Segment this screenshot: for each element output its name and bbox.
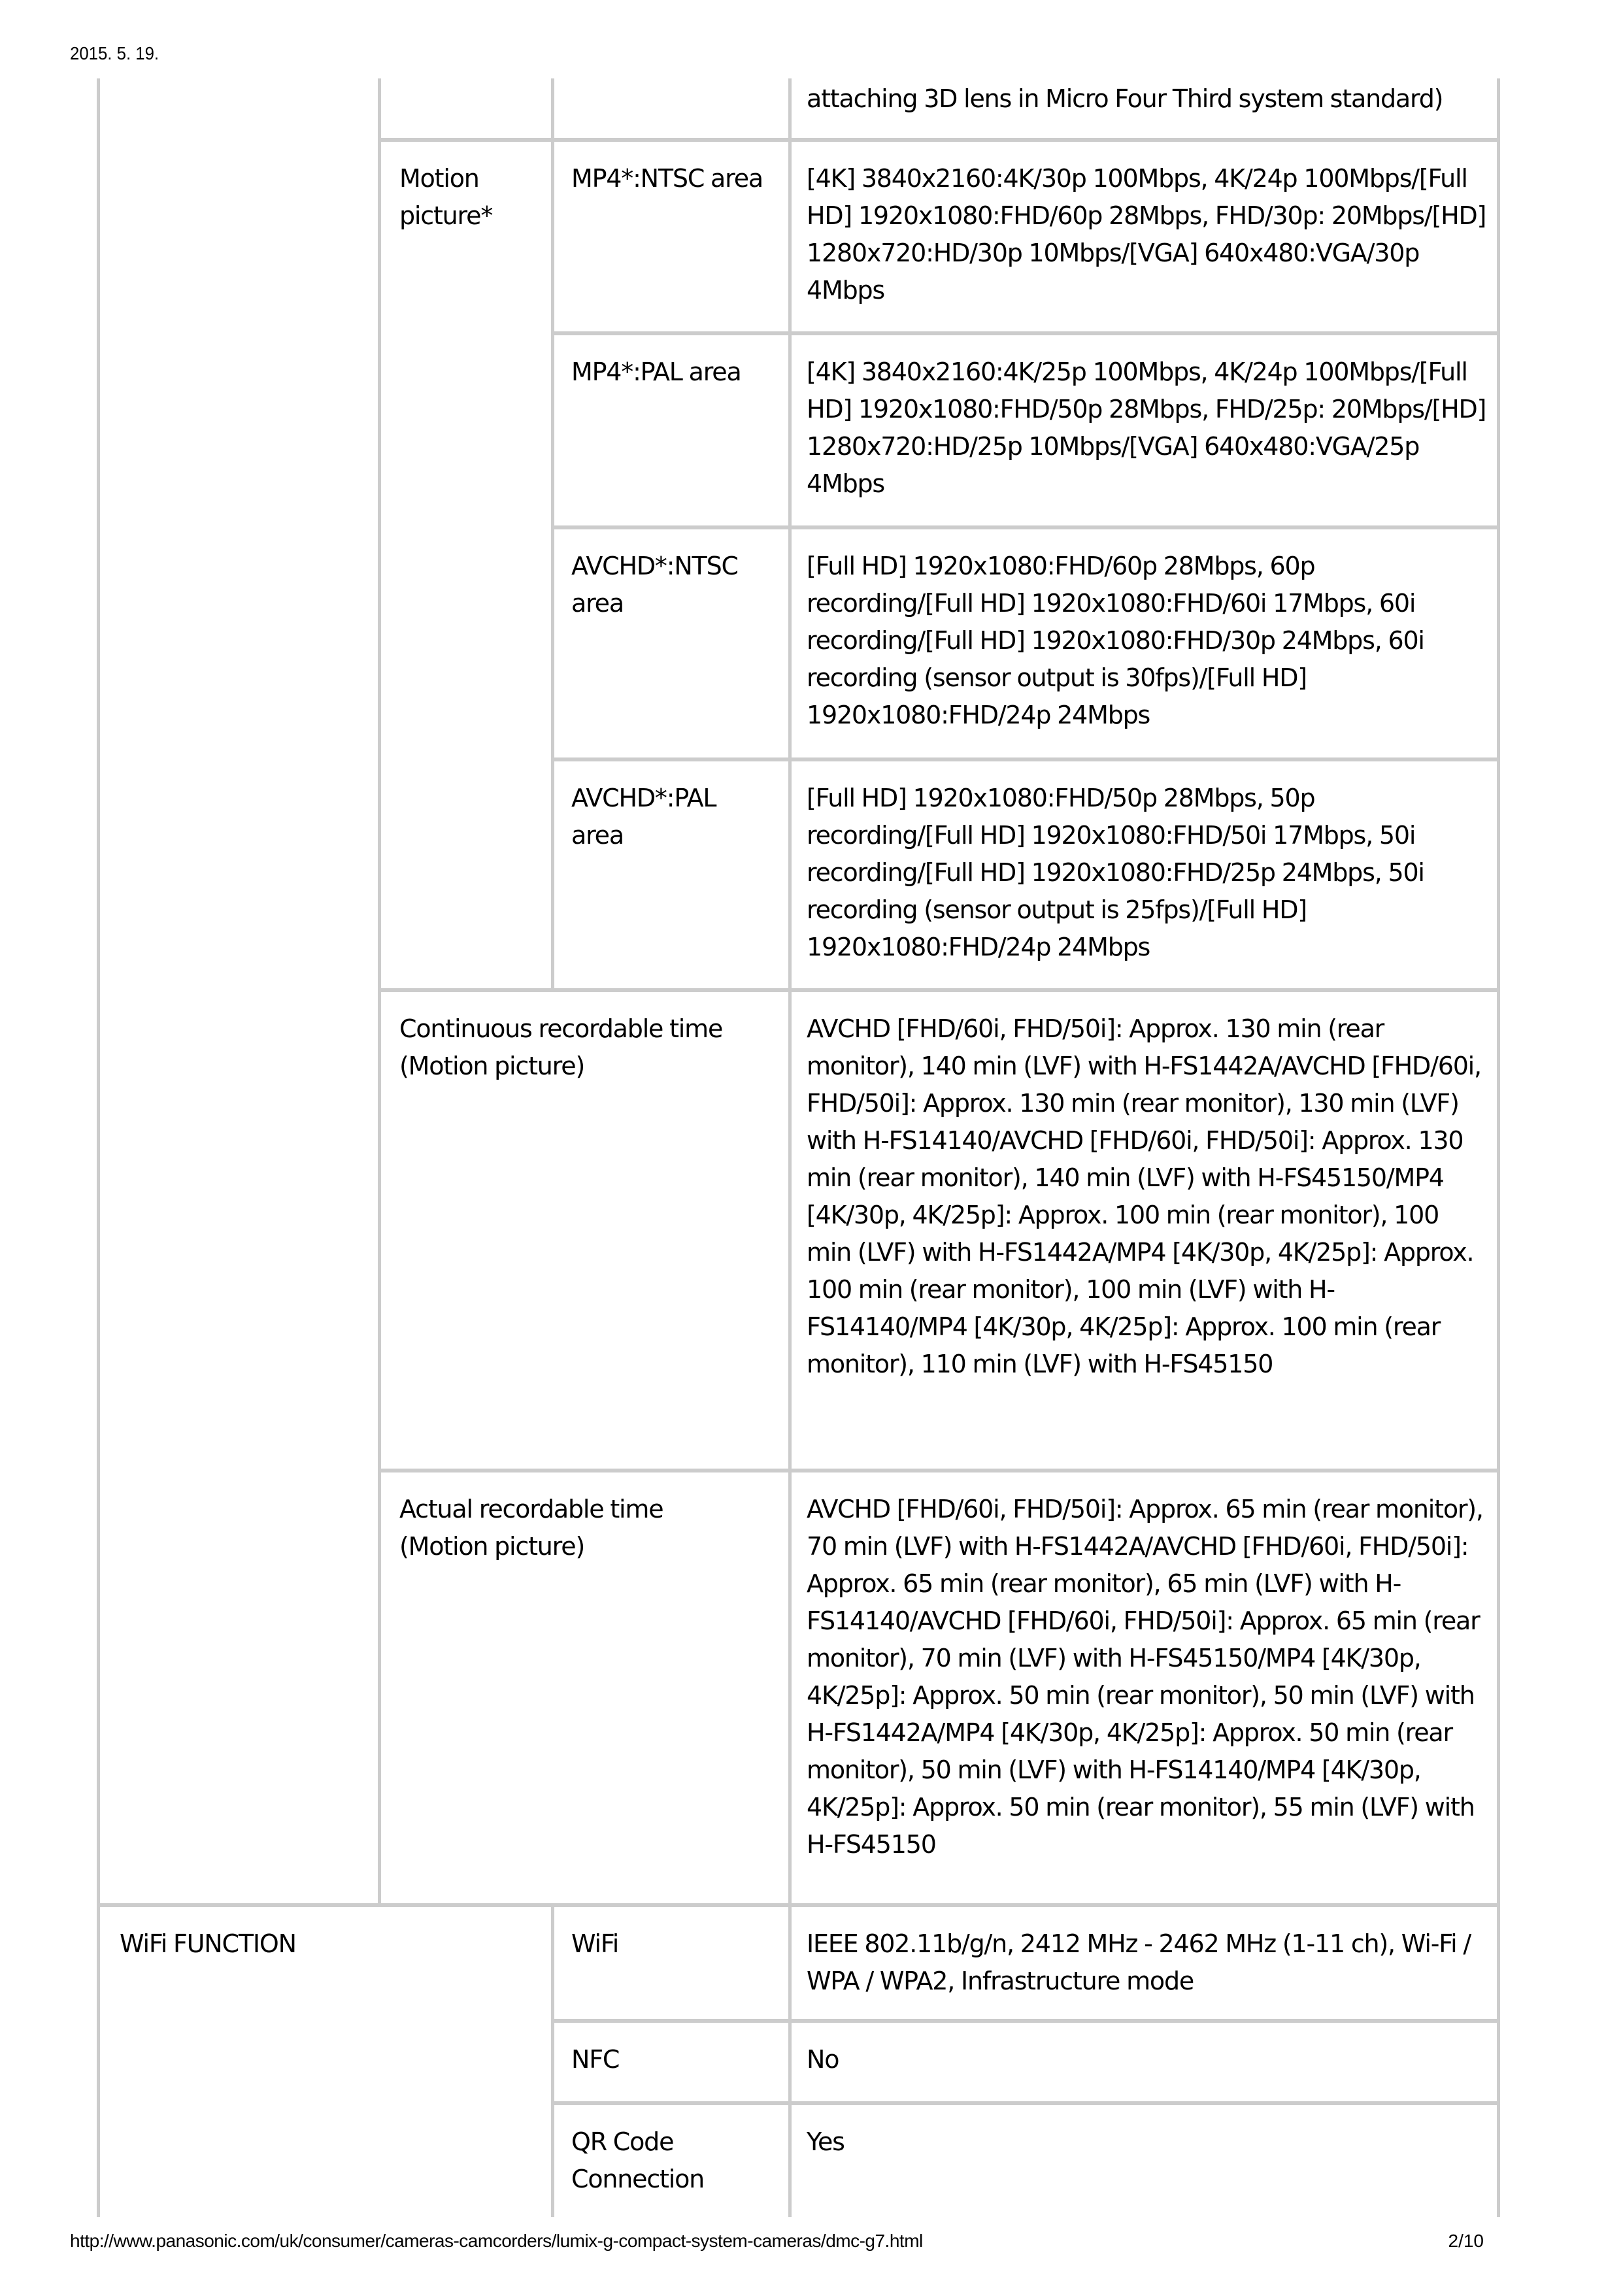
format-value: [4K] 3840x2160:4K/30p 100Mbps, 4K/24p 100Mbps/[Full HD] 1920x1080:FHD/60p 28Mbps, FHD/30p: 20Mbps/[HD] 1280x720:HD/30p 10Mbps/[VGA] 640x480:VGA/30p 4Mbps (807, 164, 1486, 305)
wifi-label: WiFi (571, 1929, 619, 1958)
table-border-right (1497, 78, 1500, 2217)
format-label: MP4*:NTSC area (571, 164, 763, 193)
format-value: [Full HD] 1920x1080:FHD/60p 28Mbps, 60p recording/[Full HD] 1920x1080:FHD/60i 17Mbps, 60i recording/[Full HD] 1920x1080:FHD/30p 24Mbps, 60i recording (sensor output is 30fps)/[Full HD] 1920x1080:FHD/24p 24Mbps (807, 552, 1424, 729)
actual-time-value: AVCHD [FHD/60i, FHD/50i]: Approx. 65 min (rear monitor), 70 min (LVF) with H-FS1442A/AVCHD [FHD/60i, FHD/50i]: Approx. 65 min (rear monitor), 65 min (LVF) with H-FS14140/AVCHD [FHD/60i, FHD/50i]: Approx. 65 min (rear monitor), 70 min (LVF) with H-FS45150/MP4 [4K/30p, 4K/25p]: Approx. 50 min (rear monitor), 50 min (LVF) with H-FS1442A/MP4 [4K/30p, 4K/25p]: Approx. 50 min (rear monitor), 50 min (LVF) with H-FS14140/MP4 [4K/30p, 4K/25p]: Approx. 50 min (rear monitor), 55 min (LVF) with H-FS45150 (807, 1495, 1483, 1859)
spec-table (0, 78, 1623, 2217)
row-divider (378, 1469, 1500, 1472)
nfc-value: No (807, 2045, 839, 2074)
actual-time-label: Actual recordable time (Motion picture) (399, 1495, 663, 1561)
format-value: [4K] 3840x2160:4K/25p 100Mbps, 4K/24p 100Mbps/[Full HD] 1920x1080:FHD/50p 28Mbps, FHD/25p: 20Mbps/[HD] 1280x720:HD/25p 10Mbps/[VGA] 640x480:VGA/25p 4Mbps (807, 358, 1486, 498)
motion-picture-label: Motion picture* (399, 164, 493, 230)
qr-code-label: QR Code Connection (571, 2127, 705, 2193)
row-divider (551, 2019, 1500, 2023)
column-divider (788, 78, 792, 2217)
wifi-value: IEEE 802.11b/g/n, 2412 MHz - 2462 MHz (1-11 ch), Wi-Fi / WPA / WPA2, Infrastructure mode (807, 1929, 1471, 1995)
format-value: [Full HD] 1920x1080:FHD/50p 28Mbps, 50p recording/[Full HD] 1920x1080:FHD/50i 17Mbps, 50i recording/[Full HD] 1920x1080:FHD/25p 24Mbps, 50i recording (sensor output is 25fps)/[Full HD] 1920x1080:FHD/24p 24Mbps (807, 784, 1424, 961)
row-divider (378, 988, 1500, 992)
continuous-time-value: AVCHD [FHD/60i, FHD/50i]: Approx. 130 min (rear monitor), 140 min (LVF) with H-FS1442A/AVCHD [FHD/60i, FHD/50i]: Approx. 130 min (rear monitor), 130 min (LVF) with H-FS14140/AVCHD [FHD/60i, FHD/50i]: Approx. 130 min (rear monitor), 140 min (LVF) with H-FS45150/MP4 [4K/30p, 4K/25p]: Approx. 100 min (rear monitor), 100 min (LVF) with H-FS1442A/MP4 [4K/30p, 4K/25p]: Approx. 100 min (rear monitor), 100 min (LVF) with H-FS14140/MP4 [4K/30p, 4K/25p]: Approx. 100 min (rear monitor), 110 min (LVF) with H-FS45150 (807, 1014, 1481, 1378)
wifi-function-label: WiFi FUNCTION (120, 1929, 296, 1958)
row-divider (97, 1903, 1500, 1907)
column-divider (551, 1905, 554, 2217)
row-divider (551, 525, 1500, 529)
source-url: http://www.panasonic.com/uk/consumer/cameras-camcorders/lumix-g-compact-system-cameras/dmc-g7.html (70, 2231, 923, 2251)
format-label: AVCHD*:PAL area (571, 784, 716, 850)
row-divider (551, 757, 1500, 761)
table-border-left (97, 78, 100, 2217)
page-number: 2/10 (1448, 2231, 1484, 2251)
qr-code-value: Yes (807, 2127, 845, 2156)
row-divider (378, 138, 1500, 142)
continued-value: attaching 3D lens in Micro Four Third system standard) (807, 84, 1443, 113)
row-divider (551, 2101, 1500, 2105)
continuous-time-label: Continuous recordable time (Motion picture) (399, 1014, 723, 1080)
column-divider (551, 78, 554, 991)
column-divider (378, 78, 381, 1907)
nfc-label: NFC (571, 2045, 620, 2074)
print-date: 2015. 5. 19. (70, 43, 159, 63)
format-label: AVCHD*:NTSC area (571, 552, 738, 618)
row-divider (551, 331, 1500, 335)
format-label: MP4*:PAL area (571, 358, 741, 386)
